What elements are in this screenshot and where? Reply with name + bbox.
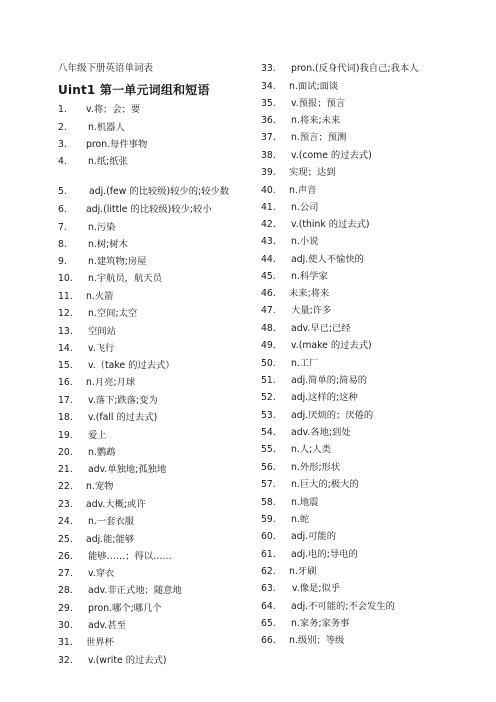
entry-definition: v.（take 的过去式）	[88, 360, 175, 371]
vocab-entry	[58, 139, 147, 151]
vocab-entry	[58, 239, 128, 251]
entry-definition: 未来;将来	[289, 288, 330, 299]
vocab-entry	[58, 156, 128, 168]
entry-number: 57.	[261, 479, 276, 490]
entry-number: 50.	[261, 358, 276, 369]
entry-number: 60.	[261, 531, 276, 542]
vocab-entry	[58, 620, 126, 632]
vocab-entry	[261, 392, 358, 404]
vocab-entry	[58, 534, 134, 546]
entry-definition: adj.不可能的;不会发生的	[291, 601, 395, 612]
entry-number: 18.	[58, 412, 73, 423]
vocab-entry	[58, 377, 135, 389]
entry-number: 51.	[261, 375, 276, 386]
entry-number: 20.	[58, 447, 73, 458]
entry-definition: v.(come 的过去式)	[291, 150, 372, 161]
entry-number: 16.	[58, 377, 73, 388]
entry-definition: 世界杯	[86, 637, 114, 648]
entry-number: 41.	[261, 202, 276, 213]
entry-number: 23.	[58, 499, 73, 510]
vocab-entry	[58, 395, 158, 407]
vocab-entry	[58, 104, 140, 116]
entry-definition: n.树;树木	[88, 239, 128, 250]
vocab-entry	[261, 63, 418, 75]
entry-definition: n.预言；预测	[291, 132, 347, 143]
entry-number: 36.	[261, 115, 276, 126]
vocab-entry	[261, 167, 336, 179]
entry-definition: n.面试;面谈	[289, 81, 339, 92]
vocab-entry	[261, 479, 359, 491]
entry-number: 21.	[58, 464, 73, 475]
entry-number: 3.	[58, 139, 67, 150]
entry-definition: n.小说	[291, 236, 319, 247]
vocab-entry	[261, 288, 329, 300]
entry-definition: adj.电的;导电的	[291, 549, 358, 560]
vocab-entry	[261, 410, 373, 422]
entry-definition: adj.简单的;简易的	[291, 375, 368, 386]
entry-number: 11.	[58, 291, 73, 302]
entry-number: 37.	[261, 132, 276, 143]
entry-number: 44.	[261, 254, 276, 265]
entry-number: 55.	[261, 444, 276, 455]
entry-definition: n.宠物	[86, 481, 114, 492]
vocab-entry	[261, 132, 346, 144]
vocab-entry	[261, 497, 318, 509]
entry-number: 7.	[58, 222, 67, 233]
vocab-entry	[58, 568, 114, 580]
entry-number: 6.	[58, 204, 67, 215]
entry-definition: pron.哪个;哪几个	[88, 603, 162, 614]
vocab-entry	[261, 601, 395, 613]
entry-definition: v.穿衣	[88, 568, 115, 579]
entry-definition: adj.能;能够	[86, 534, 135, 545]
entry-number: 34.	[261, 81, 276, 92]
vocab-entry	[261, 98, 345, 110]
entry-number: 63.	[261, 583, 276, 594]
entry-definition: n.科学家	[291, 271, 328, 282]
entry-number: 65.	[261, 618, 276, 629]
entry-number: 53.	[261, 410, 276, 421]
entry-number: 38.	[261, 150, 276, 161]
entry-definition: n.将来;未来	[291, 115, 341, 126]
entry-definition: n.声音	[289, 185, 317, 196]
entry-number: 5.	[58, 186, 67, 197]
entry-number: 29.	[58, 603, 73, 614]
vocab-entry	[261, 566, 316, 578]
vocab-entry	[58, 222, 115, 234]
entry-number: 45.	[261, 271, 276, 282]
entry-definition: n.鹦鹉	[88, 447, 116, 458]
entry-definition: n.机器人	[88, 122, 125, 133]
entry-definition: n.一套衣服	[88, 516, 135, 527]
vocab-entry	[58, 430, 107, 442]
entry-definition: n.工厂	[291, 358, 319, 369]
entry-definition: v.(fall 的过去式)	[88, 412, 158, 423]
vocab-entry	[58, 343, 114, 355]
entry-number: 52.	[261, 392, 276, 403]
entry-definition: n.级别；等级	[289, 635, 345, 646]
vocab-entry	[261, 444, 331, 456]
entry-number: 13.	[58, 326, 73, 337]
entry-number: 32.	[58, 655, 73, 666]
entry-number: 26.	[58, 551, 73, 562]
entry-number: 12.	[58, 308, 73, 319]
entry-definition: 实现；达到	[289, 167, 336, 178]
vocab-entry	[261, 375, 367, 387]
vocab-entry	[58, 637, 114, 649]
entry-number: 35.	[261, 98, 276, 109]
vocab-entry	[261, 150, 372, 162]
vocab-entry	[58, 447, 115, 459]
vocab-entry	[58, 273, 162, 285]
entry-definition: n.宇航员，航天员	[88, 273, 162, 284]
entry-definition: v.像是;似乎	[292, 583, 341, 594]
vocab-entry	[58, 308, 137, 320]
entry-number: 40.	[261, 185, 276, 196]
entry-definition: adj.(few 的比较级)较少的;较少数	[89, 186, 230, 197]
entry-definition: adj.这样的;这种	[291, 392, 358, 403]
entry-number: 43.	[261, 236, 276, 247]
entry-definition: n.人;人类	[291, 444, 331, 455]
entry-number: 8.	[58, 239, 67, 250]
entry-number: 10.	[58, 273, 73, 284]
entry-number: 49.	[261, 340, 276, 351]
entry-definition: 空间站	[88, 326, 116, 337]
entry-definition: n.蛇	[291, 514, 310, 525]
vocab-entry	[261, 185, 316, 197]
entry-number: 66.	[261, 635, 276, 646]
entry-number: 19.	[58, 430, 73, 441]
vocab-entry	[261, 323, 351, 335]
vocab-entry	[58, 326, 116, 338]
vocab-entry	[58, 603, 162, 615]
entry-definition: n.空间;太空	[88, 308, 138, 319]
vocab-entry	[261, 514, 309, 526]
entry-definition: n.地震	[291, 497, 319, 508]
entry-number: 58.	[261, 497, 276, 508]
entry-number: 30.	[58, 620, 73, 631]
entry-definition: n.巨大的;极大的	[291, 479, 359, 490]
entry-definition: adv.甚至	[88, 620, 126, 631]
entry-definition: v.(make 的过去式)	[291, 340, 372, 351]
vocab-entry	[58, 204, 212, 216]
entry-number: 54.	[261, 427, 276, 438]
vocab-entry	[261, 219, 370, 231]
entry-number: 31.	[58, 637, 73, 648]
vocab-entry	[58, 516, 134, 528]
vocab-entry	[261, 583, 340, 595]
vocab-entry	[261, 115, 340, 127]
vocab-entry	[261, 236, 318, 248]
vocab-entry	[261, 531, 336, 543]
vocab-entry	[261, 81, 338, 93]
entry-definition: adv.大概;或许	[86, 499, 146, 510]
entry-definition: adv.早已;已经	[291, 323, 351, 334]
entry-definition: v.落下;跌落;变为	[88, 395, 158, 406]
entry-number: 42.	[261, 219, 276, 230]
entry-number: 47.	[261, 305, 276, 316]
entry-number: 62.	[261, 566, 276, 577]
vocab-entry	[58, 655, 167, 667]
entry-number: 61.	[261, 549, 276, 560]
entry-number: 17.	[58, 395, 73, 406]
entry-number: 64.	[261, 601, 276, 612]
entry-number: 56.	[261, 462, 276, 473]
entry-number: 4.	[58, 156, 67, 167]
entry-number: 9.	[58, 256, 67, 267]
entry-definition: adj.厌烦的；厌倦的	[291, 410, 374, 421]
entry-definition: pron.(反身代词)我自己;我本人	[291, 63, 419, 74]
vocab-entry	[261, 618, 349, 630]
entry-number: 46.	[261, 288, 276, 299]
document-title: 八年级下册英语单词表	[58, 63, 154, 74]
entry-definition: adv.各地;到处	[291, 427, 351, 438]
vocab-entry	[261, 549, 358, 561]
vocab-entry	[58, 360, 175, 372]
vocab-entry	[58, 256, 146, 268]
entry-number: 28.	[58, 585, 73, 596]
vocab-entry	[58, 481, 113, 493]
entry-definition: n.月亮;月球	[86, 377, 136, 388]
entry-number: 2.	[58, 122, 67, 133]
vocab-entry	[58, 122, 125, 134]
vocab-entry	[261, 305, 331, 317]
vocab-entry	[261, 202, 318, 214]
vocab-entry	[261, 358, 318, 370]
entry-number: 27.	[58, 568, 73, 579]
entry-definition: n.外形;形状	[291, 462, 341, 473]
vocab-entry	[58, 291, 113, 303]
vocab-entry	[261, 635, 344, 647]
vocab-entry	[58, 499, 146, 511]
entry-definition: v.(write 的过去式)	[88, 655, 167, 666]
entry-definition: v.飞行	[88, 343, 115, 354]
entry-number: 48.	[261, 323, 276, 334]
entry-number: 59.	[261, 514, 276, 525]
vocab-entry	[261, 462, 340, 474]
entry-definition: n.污染	[88, 222, 116, 233]
entry-definition: adj.可能的	[291, 531, 337, 542]
entry-number: 22.	[58, 481, 73, 492]
entry-number: 1.	[58, 104, 67, 115]
vocab-entry	[58, 412, 157, 424]
section-title: Uint1 第一单元词组和短语	[58, 83, 210, 97]
entry-number: 25.	[58, 534, 73, 545]
vocab-entry	[261, 271, 328, 283]
entry-number: 24.	[58, 516, 73, 527]
entry-definition: 能够……；得以……	[88, 551, 172, 562]
entry-number: 39.	[261, 167, 276, 178]
vocab-entry	[261, 340, 372, 352]
entry-definition: v.预报；预言	[291, 98, 346, 109]
entry-number: 14.	[58, 343, 73, 354]
entry-definition: adv.单独地;孤独地	[88, 464, 167, 475]
entry-definition: adj.(little 的比较级)较少;较小	[86, 204, 212, 215]
entry-definition: 爱上	[88, 430, 107, 441]
entry-definition: pron.每件事物	[86, 139, 148, 150]
entry-definition: n.家务;家务事	[291, 618, 350, 629]
entry-definition: n.公司	[291, 202, 319, 213]
entry-definition: n.建筑物;房屋	[88, 256, 147, 267]
entry-definition: v.将；会；要	[86, 104, 141, 115]
vocab-entry	[58, 464, 166, 476]
vocab-entry	[261, 254, 364, 266]
entry-definition: v.(think 的过去式)	[291, 219, 370, 230]
vocab-entry	[261, 427, 351, 439]
entry-definition: 大量;许多	[291, 305, 332, 316]
entry-definition: n.纸;纸张	[88, 156, 128, 167]
vocab-entry	[58, 551, 172, 563]
vocab-entry	[58, 585, 182, 597]
entry-number: 33.	[261, 63, 276, 74]
entry-definition: adj.使人不愉快的	[291, 254, 364, 265]
entry-definition: adv.非正式地；随意地	[88, 585, 182, 596]
vocab-entry	[58, 186, 229, 198]
entry-definition: n.牙刷	[289, 566, 317, 577]
entry-number: 15.	[58, 360, 73, 371]
entry-definition: n.火箭	[86, 291, 114, 302]
